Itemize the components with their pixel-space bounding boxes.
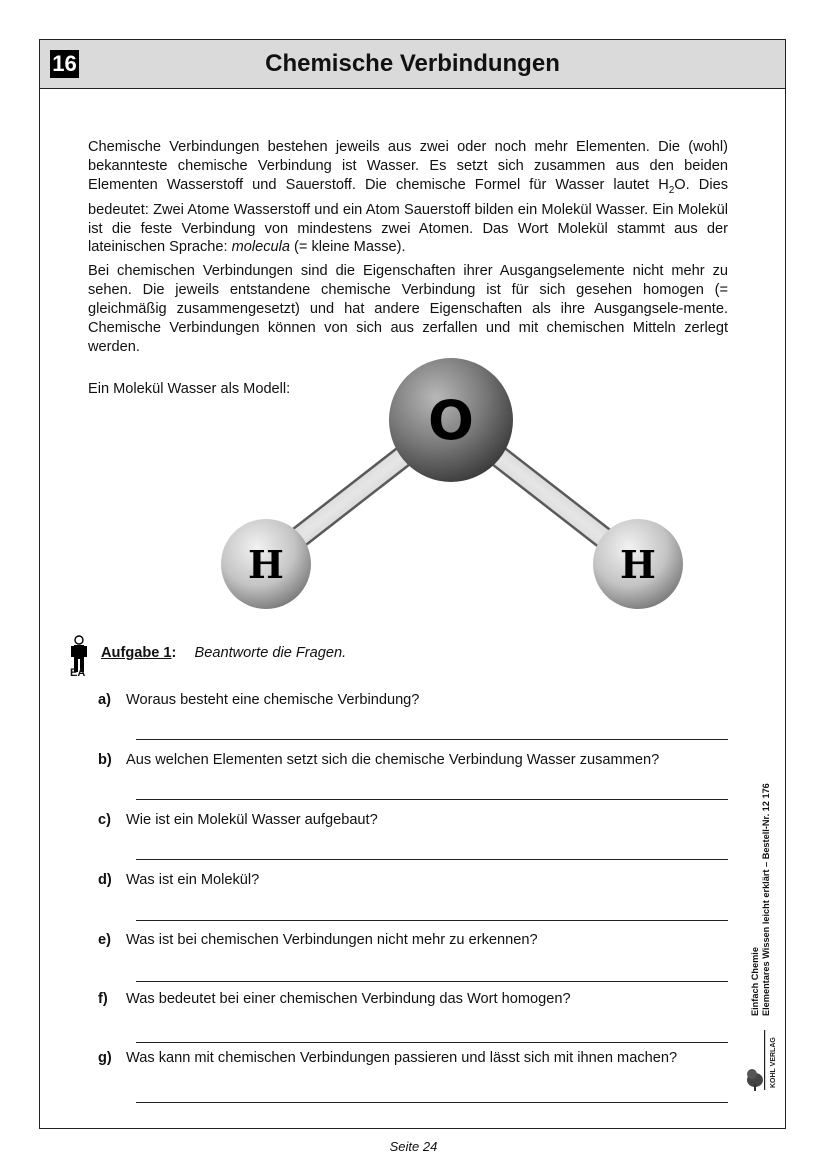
question-e: [98, 932, 538, 948]
question-letter: f): [98, 991, 108, 1007]
question-letter: b): [98, 752, 112, 768]
answer-line-e[interactable]: [136, 981, 728, 982]
publication-subtitle-order: Elementares Wissen leicht erklärt – Bestell-Nr. 12 176: [761, 783, 771, 1016]
model-intro: Ein Molekül Wasser als Modell:: [88, 381, 291, 397]
task-instruction: Beantworte die Fragen.: [194, 645, 347, 661]
publication-series: Einfach Chemie: [750, 947, 760, 1016]
question-letter: d): [98, 872, 112, 888]
hydrogen-label-left: H: [248, 542, 284, 587]
question-text: Aus welchen Elementen setzt sich die chemische Verbindung Wasser zusammen?: [126, 752, 660, 768]
answer-line-d[interactable]: [136, 920, 728, 921]
question-letter: c): [98, 812, 111, 828]
paragraph-intro-text-b: . Dies bedeutet: Zwei Atome Wasserstoff und ein Atom Sauerstoff bilden ein Molekül Wasser. Ein Molekül ist die feste Verbindung von mindestens zwei Atomen. Das Wort Molekül stammt aus der lateinischen Sprache:: [88, 176, 728, 256]
question-text: Was kann mit chemischen Verbindungen passieren und lässt sich mit ihnen machen?: [126, 1050, 678, 1066]
latin-word: molecula: [231, 239, 290, 256]
task-colon: :: [171, 645, 177, 661]
answer-line-b[interactable]: [136, 799, 728, 800]
question-letter: g): [98, 1050, 112, 1066]
question-text: Woraus besteht eine chemische Verbindung?: [126, 692, 420, 708]
question-letter: a): [98, 692, 111, 708]
task-label: Aufgabe 1: [101, 645, 172, 661]
paragraph-intro-text-c: (= kleine Masse).: [290, 239, 406, 256]
answer-line-c[interactable]: [136, 859, 728, 860]
header-bar: [40, 40, 785, 89]
formula-subscript: 2: [668, 184, 675, 196]
answer-line-g[interactable]: [136, 1102, 728, 1103]
work-form-label: EA: [70, 667, 86, 679]
oxygen-label: O: [428, 389, 474, 452]
chapter-number: 16: [50, 50, 79, 78]
formula-o: O: [674, 176, 686, 193]
paragraph-intro: [88, 138, 728, 257]
question-text: Was ist bei chemischen Verbindungen nicht mehr zu erkennen?: [126, 932, 538, 948]
publisher-name: KOHL VERLAG: [770, 1037, 777, 1088]
question-c: [98, 812, 378, 828]
hydrogen-label-right: H: [620, 542, 656, 587]
task-heading: [101, 645, 346, 661]
question-text: Was bedeutet bei einer chemischen Verbindung das Wort homogen?: [126, 991, 571, 1007]
page-title: Chemische Verbindungen: [265, 50, 560, 77]
formula-h: H: [658, 176, 669, 193]
answer-line-f[interactable]: [136, 1042, 728, 1043]
question-f: [98, 991, 571, 1007]
question-text: Was ist ein Molekül?: [126, 872, 260, 888]
question-b: [98, 752, 659, 768]
question-letter: e): [98, 932, 111, 948]
page-number: Seite 24: [389, 1139, 438, 1154]
paragraph-intro-text-a: Chemische Verbindungen bestehen jeweils aus zwei oder noch mehr Elementen. Die (wohl) bekannteste chemische Verbindung ist Wasser. Es setzt sich zusammen aus den beiden Elementen Wasserstoff und Sauerstoff. Die chemische Formel für Wasser lautet: [88, 139, 728, 193]
paragraph-properties-text: Bei chemischen Verbindungen sind die Eigenschaften ihrer Ausgangselemente nicht mehr zu sehen. Die jeweils entstandene chemische Verbindung ist für sich gesehen homogen (= gleichmäßig zusammengesetzt) und hat andere Eigenschaften als ihre Ausgangsele-mente. Chemische Verbindungen können von sich aus zerfallen und mit chemischen Mitteln zerlegt werden.: [88, 263, 728, 355]
question-text: Wie ist ein Molekül Wasser aufgebaut?: [126, 812, 378, 828]
answer-line-a[interactable]: [136, 739, 728, 740]
question-d: [98, 872, 259, 888]
question-g: [98, 1050, 677, 1066]
question-a: [98, 692, 419, 708]
publisher-logo-icon: [744, 1022, 780, 1092]
water-molecule-model: [200, 340, 700, 620]
publication-info: [750, 754, 772, 1016]
